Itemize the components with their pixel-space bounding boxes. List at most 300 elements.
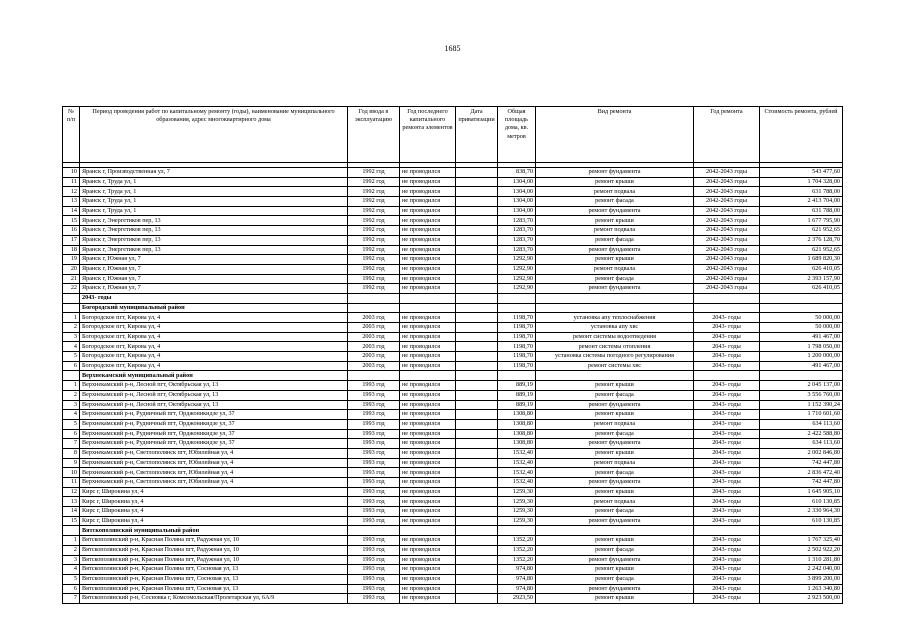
row-repair-period: 2043- годы	[694, 400, 760, 410]
row-year-built: 2003 год	[348, 332, 400, 342]
row-cost: 1 310 281,80	[760, 555, 843, 565]
row-area: 1292,90	[498, 274, 536, 284]
row-address: Верхнекамский р-н, Лесной пгт, Октябрьская ул, 13	[80, 381, 348, 391]
row-privatization	[456, 574, 498, 584]
row-last-repair: не проводился	[400, 487, 456, 497]
row-address: Богородское пгт, Кирова ул, 4	[80, 342, 348, 352]
row-cost: 610 130,85	[760, 497, 843, 507]
row-area: 1532,40	[498, 478, 536, 488]
row-repair-period: 2043- годы	[694, 507, 760, 517]
row-address: Яранск г, Энергетиков пер, 13	[80, 216, 348, 226]
table-row	[63, 507, 843, 517]
row-number: 8	[63, 448, 80, 458]
row-repair-period: 2042-2043 годы	[694, 255, 760, 265]
row-last-repair: не проводился	[400, 206, 456, 216]
row-address: Кирс г, Широкина ул, 4	[80, 516, 348, 526]
row-privatization	[456, 197, 498, 207]
row-area: 1352,20	[498, 555, 536, 565]
row-repair-period: 2043- годы	[694, 497, 760, 507]
row-area: 1259,30	[498, 516, 536, 526]
row-address: Верхнекамский р-н, Светлополянск пгт, Юбилейная ул, 4	[80, 478, 348, 488]
row-year-built: 1992 год	[348, 245, 400, 255]
row-year-built: 1992 год	[348, 216, 400, 226]
row-repair-period: 2043- годы	[694, 487, 760, 497]
row-cost: 2 376 128,70	[760, 235, 843, 245]
table-row	[63, 274, 843, 284]
row-privatization	[456, 594, 498, 604]
row-last-repair: не проводился	[400, 439, 456, 449]
row-year-built: 1993 год	[348, 468, 400, 478]
header-year-built: Год ввода в эксплуатацию	[348, 107, 400, 163]
row-address: Яранск г, Южная ул, 7	[80, 264, 348, 274]
row-address: Яранск г, Труда ул, 1	[80, 206, 348, 216]
row-year-built: 1993 год	[348, 429, 400, 439]
row-repair-period: 2043- годы	[694, 352, 760, 362]
row-year-built: 1993 год	[348, 507, 400, 517]
table-row	[63, 235, 843, 245]
row-cost: 742 447,80	[760, 458, 843, 468]
row-last-repair: не проводился	[400, 448, 456, 458]
row-area: 1532,40	[498, 468, 536, 478]
table-row	[63, 468, 843, 478]
row-privatization	[456, 545, 498, 555]
row-number: 2	[63, 545, 80, 555]
row-repair-period: 2043- годы	[694, 478, 760, 488]
row-year-built: 1993 год	[348, 487, 400, 497]
row-repair-type: ремонт крыши	[536, 410, 694, 420]
row-repair-period: 2043- годы	[694, 458, 760, 468]
table-row	[63, 187, 843, 197]
row-area: 889,19	[498, 400, 536, 410]
row-last-repair: не проводился	[400, 458, 456, 468]
row-year-built: 1993 год	[348, 555, 400, 565]
header-last-repair: Год последнего капитального ремонта элементов	[400, 107, 456, 163]
header-address: Период проведения работ по капитальному ремонту (годы), наименование муниципального образования, адрес многоквартирного дома	[80, 107, 348, 163]
row-number: 7	[63, 439, 80, 449]
row-year-built: 1993 год	[348, 565, 400, 575]
header-num: № п/п	[63, 107, 80, 163]
repair-schedule-table	[62, 106, 843, 604]
row-address: Вятскополянский р-н, Сосновка г, Комсомольская/Пролетарская ул, 6А/9	[80, 594, 348, 604]
row-cost: 1 767 325,40	[760, 536, 843, 546]
row-repair-type: ремонт системы хвс	[536, 361, 694, 371]
row-number: 12	[63, 487, 80, 497]
row-cost: 1 710 601,60	[760, 410, 843, 420]
header-cost: Стоимость ремонта, рублей	[760, 107, 843, 163]
table-row	[63, 245, 843, 255]
row-number: 5	[63, 574, 80, 584]
row-address: Богородское пгт, Кирова ул, 4	[80, 332, 348, 342]
row-privatization	[456, 487, 498, 497]
row-privatization	[456, 381, 498, 391]
row-repair-type: ремонт крыши	[536, 448, 694, 458]
row-last-repair: не проводился	[400, 245, 456, 255]
row-cost: 621 952,65	[760, 226, 843, 236]
row-area: 1352,20	[498, 536, 536, 546]
row-repair-period: 2042-2043 годы	[694, 187, 760, 197]
table-row	[63, 264, 843, 274]
table-row	[63, 390, 843, 400]
row-privatization	[456, 264, 498, 274]
row-year-built: 1992 год	[348, 197, 400, 207]
row-last-repair: не проводился	[400, 574, 456, 584]
row-repair-period: 2042-2043 годы	[694, 226, 760, 236]
district-row	[63, 371, 843, 381]
row-privatization	[456, 274, 498, 284]
row-privatization	[456, 352, 498, 362]
row-privatization	[456, 536, 498, 546]
row-cost: 2 393 157,90	[760, 274, 843, 284]
row-year-built: 2003 год	[348, 313, 400, 323]
row-privatization	[456, 478, 498, 488]
row-last-repair: не проводился	[400, 497, 456, 507]
row-number: 19	[63, 255, 80, 265]
row-last-repair: не проводился	[400, 168, 456, 178]
row-last-repair: не проводился	[400, 400, 456, 410]
row-address: Богородское пгт, Кирова ул, 4	[80, 361, 348, 371]
district-label: Верхнекамский муниципальный район	[80, 371, 348, 381]
row-year-built: 1992 год	[348, 226, 400, 236]
row-repair-period: 2043- годы	[694, 584, 760, 594]
row-cost: 631 788,00	[760, 187, 843, 197]
row-privatization	[456, 419, 498, 429]
row-last-repair: не проводился	[400, 274, 456, 284]
row-repair-type: ремонт фасада	[536, 468, 694, 478]
row-repair-period: 2043- годы	[694, 313, 760, 323]
table-row	[63, 410, 843, 420]
district-label: Богородский муниципальный район	[80, 303, 348, 313]
row-repair-period: 2043- годы	[694, 419, 760, 429]
row-repair-type: ремонт крыши	[536, 177, 694, 187]
table-row	[63, 216, 843, 226]
row-last-repair: не проводился	[400, 478, 456, 488]
row-repair-type: ремонт крыши	[536, 536, 694, 546]
row-last-repair: не проводился	[400, 332, 456, 342]
row-repair-period: 2043- годы	[694, 574, 760, 584]
table-row	[63, 352, 843, 362]
row-year-built: 2003 год	[348, 342, 400, 352]
row-number: 1	[63, 313, 80, 323]
row-address: Верхнекамский р-н, Рудничный пгт, Орджоникидзе ул, 37	[80, 410, 348, 420]
row-repair-type: ремонт фундамента	[536, 439, 694, 449]
row-number: 22	[63, 284, 80, 294]
row-address: Яранск г, Труда ул, 1	[80, 187, 348, 197]
row-number: 6	[63, 429, 80, 439]
row-repair-period: 2043- годы	[694, 361, 760, 371]
row-address: Яранск г, Труда ул, 1	[80, 177, 348, 187]
row-repair-type: ремонт крыши	[536, 594, 694, 604]
row-area: 2923,50	[498, 594, 536, 604]
row-year-built: 1992 год	[348, 264, 400, 274]
row-privatization	[456, 177, 498, 187]
row-repair-period: 2043- годы	[694, 448, 760, 458]
row-cost: 3 899 200,00	[760, 574, 843, 584]
row-cost: 491 467,00	[760, 332, 843, 342]
row-year-built: 1993 год	[348, 574, 400, 584]
row-repair-type: ремонт подвала	[536, 497, 694, 507]
row-last-repair: не проводился	[400, 584, 456, 594]
row-last-repair: не проводился	[400, 381, 456, 391]
row-cost: 1 152 390,24	[760, 400, 843, 410]
row-address: Яранск г, Производственная ул, 7	[80, 168, 348, 178]
row-year-built: 1993 год	[348, 410, 400, 420]
row-year-built: 1993 год	[348, 594, 400, 604]
table-row	[63, 284, 843, 294]
table-row	[63, 478, 843, 488]
row-repair-period: 2042-2043 годы	[694, 284, 760, 294]
row-area: 1532,40	[498, 458, 536, 468]
row-number: 15	[63, 516, 80, 526]
row-repair-period: 2043- годы	[694, 429, 760, 439]
row-repair-type: ремонт фасада	[536, 274, 694, 284]
row-repair-period: 2042-2043 годы	[694, 216, 760, 226]
row-address: Вятскополянский р-н, Красная Поляна пгт, Радужная ул, 10	[80, 536, 348, 546]
table-row	[63, 565, 843, 575]
row-address: Вятскополянский р-н, Красная Поляна пгт, Сосновая ул, 13	[80, 565, 348, 575]
row-privatization	[456, 390, 498, 400]
row-repair-type: ремонт крыши	[536, 216, 694, 226]
row-number: 4	[63, 410, 80, 420]
row-last-repair: не проводился	[400, 352, 456, 362]
row-privatization	[456, 410, 498, 420]
row-repair-period: 2043- годы	[694, 342, 760, 352]
row-repair-period: 2043- годы	[694, 594, 760, 604]
table-row	[63, 574, 843, 584]
row-year-built: 1993 год	[348, 448, 400, 458]
row-year-built: 1993 год	[348, 584, 400, 594]
row-area: 1304,00	[498, 187, 536, 197]
row-cost: 1 689 820,30	[760, 255, 843, 265]
row-year-built: 1992 год	[348, 177, 400, 187]
row-repair-type: ремонт подвала	[536, 187, 694, 197]
row-repair-period: 2043- годы	[694, 545, 760, 555]
row-privatization	[456, 216, 498, 226]
row-repair-type: ремонт крыши	[536, 255, 694, 265]
row-year-built: 1992 год	[348, 187, 400, 197]
row-area: 1304,00	[498, 197, 536, 207]
row-number: 13	[63, 197, 80, 207]
row-cost: 3 556 760,00	[760, 390, 843, 400]
table-row	[63, 255, 843, 265]
row-address: Верхнекамский р-н, Рудничный пгт, Орджоникидзе ул, 37	[80, 419, 348, 429]
row-privatization	[456, 235, 498, 245]
row-privatization	[456, 245, 498, 255]
row-cost: 2 923 500,00	[760, 594, 843, 604]
row-area: 974,80	[498, 565, 536, 575]
row-number: 14	[63, 206, 80, 216]
table-row	[63, 516, 843, 526]
row-repair-type: ремонт фасада	[536, 429, 694, 439]
row-last-repair: не проводился	[400, 429, 456, 439]
row-last-repair: не проводился	[400, 235, 456, 245]
row-last-repair: не проводился	[400, 255, 456, 265]
row-address: Верхнекамский р-н, Рудничный пгт, Орджоникидзе ул, 37	[80, 439, 348, 449]
row-last-repair: не проводился	[400, 555, 456, 565]
row-repair-type: ремонт фундамента	[536, 516, 694, 526]
table-row	[63, 487, 843, 497]
row-cost: 626 410,05	[760, 264, 843, 274]
table-row	[63, 545, 843, 555]
page-number: 1685	[444, 44, 461, 53]
row-privatization	[456, 458, 498, 468]
row-last-repair: не проводился	[400, 390, 456, 400]
row-address: Верхнекамский р-н, Светлополянск пгт, Юбилейная ул, 4	[80, 448, 348, 458]
row-number: 21	[63, 274, 80, 284]
row-last-repair: не проводился	[400, 177, 456, 187]
table-row	[63, 177, 843, 187]
row-address: Верхнекамский р-н, Лесной пгт, Октябрьская ул, 13	[80, 400, 348, 410]
row-number: 3	[63, 555, 80, 565]
row-repair-type: ремонт фундамента	[536, 555, 694, 565]
row-address: Богородское пгт, Кирова ул, 4	[80, 323, 348, 333]
table-row	[63, 419, 843, 429]
row-repair-period: 2042-2043 годы	[694, 235, 760, 245]
row-number: 11	[63, 478, 80, 488]
header-privatization: Дата приватизации	[456, 107, 498, 163]
row-area: 1198,70	[498, 352, 536, 362]
row-privatization	[456, 226, 498, 236]
row-year-built: 1993 год	[348, 419, 400, 429]
row-repair-period: 2043- годы	[694, 536, 760, 546]
row-cost: 621 952,65	[760, 245, 843, 255]
row-year-built: 2003 год	[348, 361, 400, 371]
row-cost: 543 477,60	[760, 168, 843, 178]
row-number: 14	[63, 507, 80, 517]
row-repair-type: ремонт фундамента	[536, 584, 694, 594]
row-repair-period: 2043- годы	[694, 390, 760, 400]
row-cost: 2 045 137,00	[760, 381, 843, 391]
row-number: 3	[63, 400, 80, 410]
table-row	[63, 594, 843, 604]
row-year-built: 1993 год	[348, 390, 400, 400]
table-row	[63, 439, 843, 449]
row-repair-type: ремонт крыши	[536, 487, 694, 497]
row-address: Яранск г, Южная ул, 7	[80, 284, 348, 294]
row-repair-type: ремонт фундамента	[536, 478, 694, 488]
row-cost: 2 422 588,80	[760, 429, 843, 439]
row-cost: 2 242 040,00	[760, 565, 843, 575]
row-number: 6	[63, 584, 80, 594]
row-area: 1292,90	[498, 284, 536, 294]
row-number: 6	[63, 361, 80, 371]
row-repair-type: ремонт подвала	[536, 264, 694, 274]
table-row	[63, 226, 843, 236]
row-cost: 1 798 050,00	[760, 342, 843, 352]
row-area: 1283,70	[498, 235, 536, 245]
row-repair-type: ремонт фасада	[536, 574, 694, 584]
row-area: 1292,90	[498, 255, 536, 265]
row-repair-type: установка системы погодного регулирования	[536, 352, 694, 362]
row-year-built: 1993 год	[348, 497, 400, 507]
row-repair-period: 2043- годы	[694, 516, 760, 526]
row-area: 1532,40	[498, 448, 536, 458]
row-year-built: 2003 год	[348, 352, 400, 362]
row-last-repair: не проводился	[400, 264, 456, 274]
row-last-repair: не проводился	[400, 284, 456, 294]
row-number: 5	[63, 352, 80, 362]
row-last-repair: не проводился	[400, 197, 456, 207]
row-year-built: 1992 год	[348, 274, 400, 284]
row-last-repair: не проводился	[400, 216, 456, 226]
row-address: Богородское пгт, Кирова ул, 4	[80, 352, 348, 362]
row-number: 3	[63, 332, 80, 342]
row-area: 1308,80	[498, 439, 536, 449]
row-number: 1	[63, 381, 80, 391]
table-row	[63, 168, 843, 178]
row-number: 16	[63, 226, 80, 236]
row-repair-period: 2043- годы	[694, 555, 760, 565]
row-repair-period: 2042-2043 годы	[694, 168, 760, 178]
row-cost: 1 704 328,00	[760, 177, 843, 187]
table-row	[63, 342, 843, 352]
row-cost: 1 263 340,80	[760, 584, 843, 594]
row-number: 11	[63, 177, 80, 187]
row-last-repair: не проводился	[400, 187, 456, 197]
row-area: 1283,70	[498, 245, 536, 255]
table-row	[63, 400, 843, 410]
row-number: 18	[63, 245, 80, 255]
row-year-built: 1993 год	[348, 381, 400, 391]
row-year-built: 1992 год	[348, 206, 400, 216]
row-area: 1304,00	[498, 177, 536, 187]
row-area: 1198,70	[498, 361, 536, 371]
row-repair-period: 2042-2043 годы	[694, 274, 760, 284]
row-number: 17	[63, 235, 80, 245]
row-area: 1259,30	[498, 497, 536, 507]
row-repair-type: ремонт фасада	[536, 507, 694, 517]
row-repair-period: 2043- годы	[694, 323, 760, 333]
row-cost: 50 000,00	[760, 313, 843, 323]
row-number: 5	[63, 419, 80, 429]
row-number: 13	[63, 497, 80, 507]
row-area: 1198,70	[498, 332, 536, 342]
row-repair-period: 2043- годы	[694, 410, 760, 420]
row-number: 2	[63, 323, 80, 333]
row-area: 1198,70	[498, 342, 536, 352]
row-cost: 2 413 704,00	[760, 197, 843, 207]
row-address: Яранск г, Энергетиков пер, 13	[80, 226, 348, 236]
row-last-repair: не проводился	[400, 410, 456, 420]
row-repair-period: 2042-2043 годы	[694, 177, 760, 187]
header-area: Общая площадь дома, кв. метров	[498, 107, 536, 163]
row-last-repair: не проводился	[400, 342, 456, 352]
row-number: 20	[63, 264, 80, 274]
row-address: Кирс г, Широкина ул, 4	[80, 497, 348, 507]
row-repair-type: ремонт фасада	[536, 390, 694, 400]
row-number: 10	[63, 168, 80, 178]
row-privatization	[456, 187, 498, 197]
row-last-repair: не проводился	[400, 565, 456, 575]
row-cost: 1 645 905,10	[760, 487, 843, 497]
district-row	[63, 303, 843, 313]
row-area: 1308,80	[498, 429, 536, 439]
row-number: 2	[63, 390, 80, 400]
row-repair-type: установка апу теплоснабжения	[536, 313, 694, 323]
row-address: Вятскополянский р-н, Красная Поляна пгт, Радужная ул, 10	[80, 545, 348, 555]
table-row	[63, 361, 843, 371]
row-number: 9	[63, 458, 80, 468]
row-area: 1308,80	[498, 410, 536, 420]
row-privatization	[456, 206, 498, 216]
row-year-built: 1993 год	[348, 458, 400, 468]
row-privatization	[456, 565, 498, 575]
row-privatization	[456, 361, 498, 371]
row-year-built: 1992 год	[348, 284, 400, 294]
row-repair-type: ремонт подвала	[536, 458, 694, 468]
row-last-repair: не проводился	[400, 313, 456, 323]
row-cost: 2 330 964,30	[760, 507, 843, 517]
row-cost: 610 130,85	[760, 516, 843, 526]
